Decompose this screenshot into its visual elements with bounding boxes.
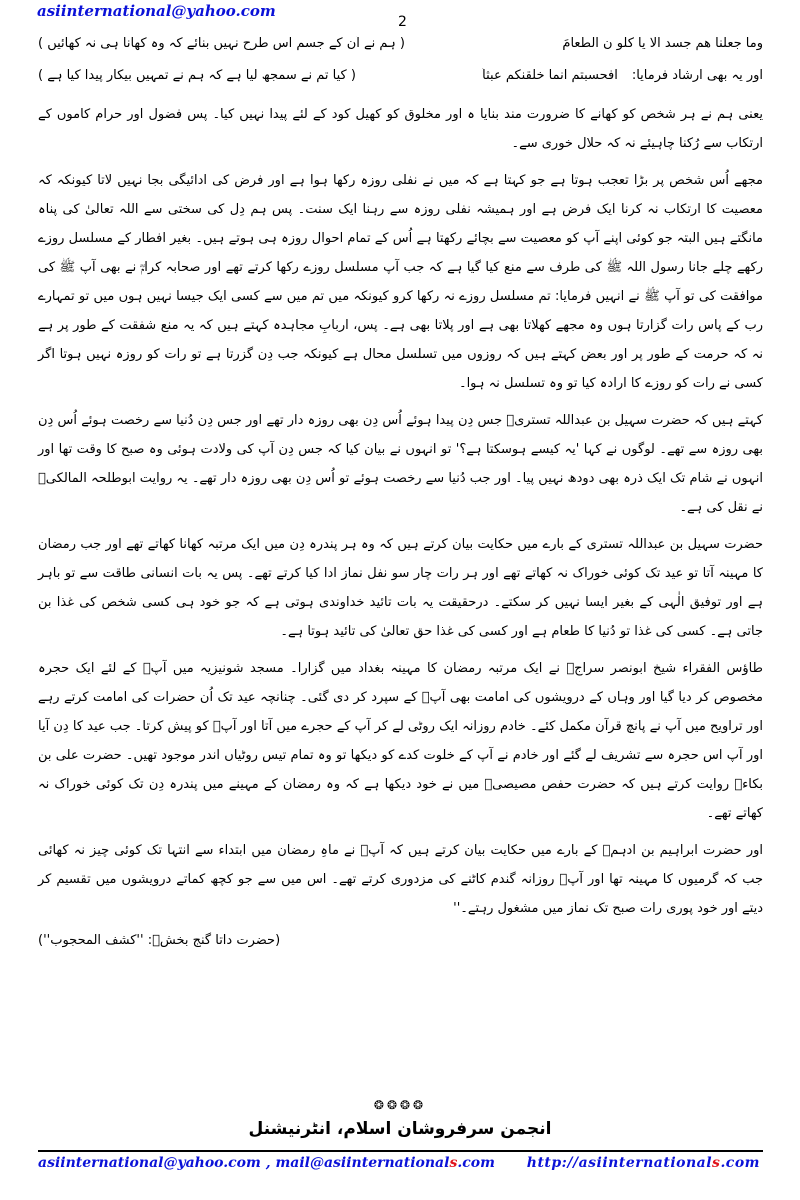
footer-website-link[interactable]	[527, 1155, 760, 1171]
paragraph-1: یعنی ہم نے ہر شخص کو کھانے کا ضرورت مند بنایا ہ اور مخلوق کو کھیل کود کے لئے پیدا نہیں کیا۔ پس فضول اور حرام کاموں کے ارتکاب سے رُکنا چاہیئے نہ کہ حلال خوری سے۔	[38, 107, 763, 151]
paragraph-2: مجھے اُس شخص پر بڑا تعجب ہوتا ہے جو کہتا ہے کہ میں نے نفلی روزہ رکھا ہوا ہے اور فرض کی ادائیگی بجا نہیں لاتا کیونکہ کہ معصیت کا ارتکاب نہ کرنا ایک فرض ہے اور ہمیشہ نفلی روزہ سے رہنا ایک سنت۔ پس ہم دِل کی سختی سے اللہ تعالیٰ کی پناہ مانگتے ہیں البتہ جو کوئی اپنے آپ کو معصیت سے بچائے رکھتا ہے اُس کے تمام احوال روزہ ہی ہوتے ہیں۔ بغیر افطار کے مسلسل روزے رکھے چلے جانا رسول اللہ ﷺ کی طرف سے منع کیا گیا ہے کہ جب آپ مسلسل روزے رکھا کرتے تھے اور صحابہ کرامؓ نے بھی آپ ﷺ کی موافقت کی تو آپ ﷺ نے انہیں فرمایا: تم مسلسل روزے نہ رکھا کرو کیونکہ میں تم میں سے کسی ایک جیسا نہیں ہوں میں تو تمہارے رب کے پاس رات گزارتا ہوں وہ مجھے کھلاتا بھی ہے اور پلاتا بھی ہے۔ پس، اربابِ مجاہدہ کہتے ہیں کہ یہ منع شفقت کے طور پر ہے نہ کہ حرمت کے طور پر اور بعض کہتے ہیں کہ روزوں میں تسلسل محال ہے کیونکہ جب دِن گزرتا ہے تو رات کو روزہ نہیں ہوتا اگر کسی نے رات کو روزے کا ارادہ کیا تو وہ تسلسل نہ ہوا۔	[38, 173, 763, 391]
footer-url-text[interactable]: http://asiinternational	[526, 1155, 713, 1171]
paragraph-5: طاؤس الفقراء شیخ ابونصر سراجؒ نے ایک مرتبہ رمضان کا مہینہ بغداد میں گزارا۔ مسجد شونیزیہ میں آپؒ کے لئے ایک حجرہ مخصوص کر دیا گیا اور وہاں کے درویشوں کی امامت بھی آپؒ کے سپرد کر دی گئی۔ چنانچہ عید تک اُن حضرات کی امامت کرتے رہے اور تراویح میں آپ نے پانچ قرآن مکمل کئے۔ خادم روزانہ ایک روٹی لے کر آپ کے حجرے میں آتا اور آپؒ کو پیش کرتا۔ جب عید کا دِن آیا اور آپ اس حجرہ سے تشریف لے گئے اور خادم نے آپ کے خلوت کدے کو دیکھا تو وہ تمام تیس روٹیاں اندر موجود تھیں۔ حضرت علی بن بکاءؒ روایت کرتے ہیں کہ حضرت حفص مصیصیؒ میں نے خود دیکھا ہے کہ وہ رمضان کے مہینے میں پندرہ دِن تک کوئی خوراک نہ کھاتے تھے۔	[38, 661, 763, 821]
header-email[interactable]: asiinternational@yahoo.com	[37, 2, 276, 20]
organization-name: انجمن سرفروشان اسلام، انٹرنیشنل	[248, 1119, 552, 1139]
footer-emails[interactable]	[38, 1155, 495, 1171]
verse-2-intro-group	[482, 68, 763, 83]
ornament-divider: ❂❂❂❂	[373, 1098, 427, 1112]
verse-2-intro: اور یہ بھی ارشاد فرمایا:	[631, 68, 763, 83]
footer-url-red-letter[interactable]: s	[712, 1155, 721, 1171]
verse-1-translation: ( ہم نے اُن کے جسم اس طرح نہیں بنائے کہ وہ کھانا ہی نہ کھائیں )	[38, 36, 405, 51]
paragraph-6: اور حضرت ابراہیم بن ادہمؒ کے بارے میں حکایت بیان کرتے ہیں کہ آپؒ نے ماہِ رمضان میں ابتداء سے انتہا تک کوئی چیز نہ کھائی جب کہ گرمیوں کا مہینہ تھا اور آپؒ روزانہ گندم کاٹنے کی مزدوری کرتے تھے۔ اس میں سے جو کچھ کماتے درویشوں میں تقسیم کر دیتے اور خود پوری رات صبح تک نماز میں مشغول رہتے۔''	[38, 843, 763, 916]
footer-url-suffix[interactable]: .com	[720, 1155, 760, 1171]
footer-rule	[38, 1150, 763, 1152]
paragraph-4: حضرت سہیل بن عبداللہ تستری کے بارے میں حکایت بیان کرتے ہیں کہ وہ ہر پندرہ دِن میں ایک مرتبہ کھانا کھاتے تھے اور جب رمضان کا مہینہ آتا تو عید تک کوئی خوراک نہ کھاتے تھے اور ہر رات چار سو نفل نماز ادا کیا کرتے تھے۔ پس یہ بات انسانی طاقت سے تو باہر ہے اور توفیق الٰہی کے بغیر ایسا نہیں کر سکتے۔ درحقیقت یہ بات تائید خداوندی ہوتی ہے کہ جو خود ہی کسی شخص کی غذا بن جاتی ہے۔ کسی کی غذا تو دُنیا کا طعام ہے اور کسی کی غذا حق تعالیٰ کی تائید ہوتا ہے۔	[38, 537, 763, 639]
verse-1-arabic: وما جعلنا هم جسد الا یا کلو ن الطعامَ	[562, 36, 763, 51]
quranic-verse-2	[38, 68, 763, 94]
citation: (حضرت داتا گنج بخشؒ: ''کشف المحجوب'')	[38, 933, 281, 948]
verse-2-translation: ( کیا تم نے سمجھ لیا ہے کہ ہم نے تمہیں بیکار پیدا کیا ہے )	[38, 68, 356, 83]
paragraph-3: کہتے ہیں کہ حضرت سہیل بن عبداللہ تستریؒ جس دِن پیدا ہوئے اُس دِن بھی روزہ دار تھے اور جس دِن دُنیا سے رخصت ہوئے اُس دِن بھی روزہ سے تھے۔ لوگوں نے کہا 'یہ کیسے ہوسکتا ہے؟' تو انہوں نے بیان کیا کہ جس دِن آپ کی ولادت ہوئی وہ صبح کا وقت تھا اور انہوں نے شام تک ایک ذرہ بھی دودھ نہیں پیا۔ اور جب دُنیا سے رخصت ہوئے تو اُس دِن بھی روزہ دار تھے۔ یہ روایت ابوطلحہ المالکیؒ نے نقل کی ہے۔	[38, 413, 763, 515]
verse-2-arabic: افحسبتم انما خلقنکم عبثاً	[482, 68, 618, 83]
page-number: 2	[398, 14, 407, 30]
footer-emails-text[interactable]: asiinternational@yahoo.com , mail@asiinternational	[38, 1155, 450, 1171]
footer-emails-suffix[interactable]: .com	[457, 1155, 495, 1171]
footer-emails-red-letter[interactable]: s	[449, 1155, 458, 1171]
quranic-verse-1	[38, 36, 763, 62]
